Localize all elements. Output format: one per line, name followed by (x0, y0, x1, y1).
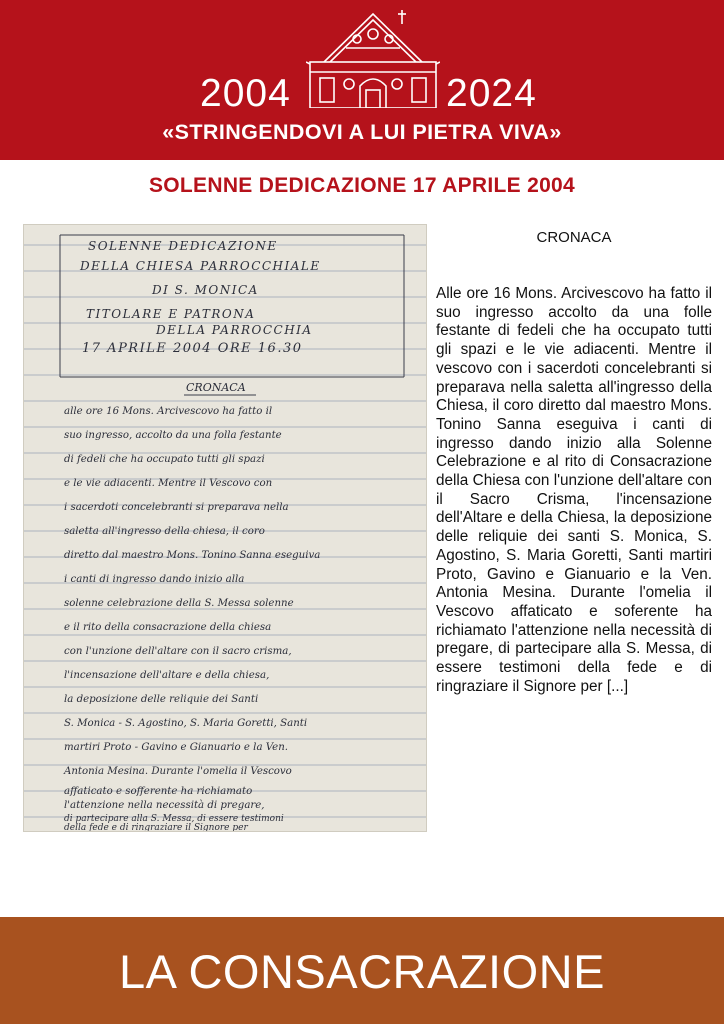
manuscript-line: Antonia Mesina. Durante l'omelia il Vescovo (64, 766, 292, 777)
manuscript-photo (23, 224, 427, 832)
manuscript-heading-line: 17 APRILE 2004 ORE 16.30 (82, 341, 303, 356)
manuscript-line: alle ore 16 Mons. Arcivescovo ha fatto il (64, 406, 273, 417)
year-start: 2004 (200, 72, 291, 115)
manuscript-heading-line: TITOLARE E PATRONA (86, 307, 256, 321)
page-subtitle: SOLENNE DEDICAZIONE 17 APRILE 2004 (148, 174, 576, 197)
footer-title: LA CONSACRAZIONE (119, 945, 605, 998)
church-facade-icon (306, 8, 440, 108)
manuscript-heading-line: DELLA CHIESA PARROCCHIALE (80, 259, 321, 273)
manuscript-line: martiri Proto - Gavino e Gianuario e la Ven. (64, 742, 289, 753)
manuscript-line: affaticato e sofferente ha richiamato (64, 786, 253, 797)
motto: «STRINGENDOVI A LUI PIETRA VIVA» (162, 120, 562, 144)
manuscript-line: i canti di ingresso dando inizio alla (64, 574, 245, 585)
manuscript-heading-line: DI S. MONICA (152, 283, 259, 297)
manuscript-heading-line: DELLA PARROCCHIA (156, 323, 313, 337)
manuscript-line: saletta all'ingresso della chiesa, il coro (64, 526, 265, 537)
manuscript-line: l'attenzione nella necessità di pregare, (64, 800, 265, 811)
manuscript-line: la deposizione delle reliquie dei Santi (64, 694, 259, 705)
article-title: CRONACA (536, 229, 612, 246)
manuscript-heading-line: SOLENNE DEDICAZIONE (88, 239, 278, 253)
manuscript-line: di fedeli che ha occupato tutti gli spazi (64, 454, 265, 465)
article-body: Alle ore 16 Mons. Arcivescovo ha fatto il suo ingresso accolto da una folle festante di fedeli che ha occupato tutti gli spazi e le vie adiacenti. Mentre il vescovo con i sacerdoti concelebranti si preparava nella saletta all'ingresso della Chiesa, il coro diretto dal maestro Mons. Tonino Sanna eseguiva i canti di ingresso dando inizio alla Solenne Celebrazione e al rito di Consacrazione della Chiesa con l'unzione dell'altare con il Sacro Crisma, l'incensazione dell'Altare e della Chiesa, la deposizione delle reliquie dei santi S. Monica, S. Agostino, S. Maria Goretti, Santi martiri Proto, Gavino e Gianuario e la Ven. Antonia Mesina. Durante l'omelia il Vescovo affaticato e soferente ha richiamato l'attenzione nella necessità di pregare, di partecipare alla S. Messa, di essere testimoni della fede e di ringraziare il Signore per [...] (436, 285, 712, 695)
manuscript-line: suo ingresso, accolto da una folla festante (64, 430, 282, 441)
manuscript-line: l'incensazione dell'altare e della chiesa, (64, 670, 270, 681)
year-end: 2024 (446, 72, 537, 115)
manuscript-line: solenne celebrazione della S. Messa solenne (64, 598, 294, 609)
manuscript-line: e il rito della consacrazione della chiesa (64, 622, 272, 633)
manuscript-line: di partecipare alla S. Messa, di essere testimoni (64, 814, 284, 824)
manuscript-line: S. Monica - S. Agostino, S. Maria Goretti, Santi (64, 718, 308, 729)
manuscript-line: con l'unzione dell'altare con il sacro crisma, (64, 646, 292, 657)
manuscript-line: i sacerdoti concelebranti si preparava nella (64, 502, 289, 513)
manuscript-line: diretto dal maestro Mons. Tonino Sanna eseguiva (64, 550, 321, 561)
manuscript-line: della fede e di ringraziare il Signore per (64, 823, 248, 832)
manuscript-title: CRONACA (186, 381, 246, 394)
manuscript-line: e le vie adiacenti. Mentre il Vescovo con (64, 478, 273, 489)
